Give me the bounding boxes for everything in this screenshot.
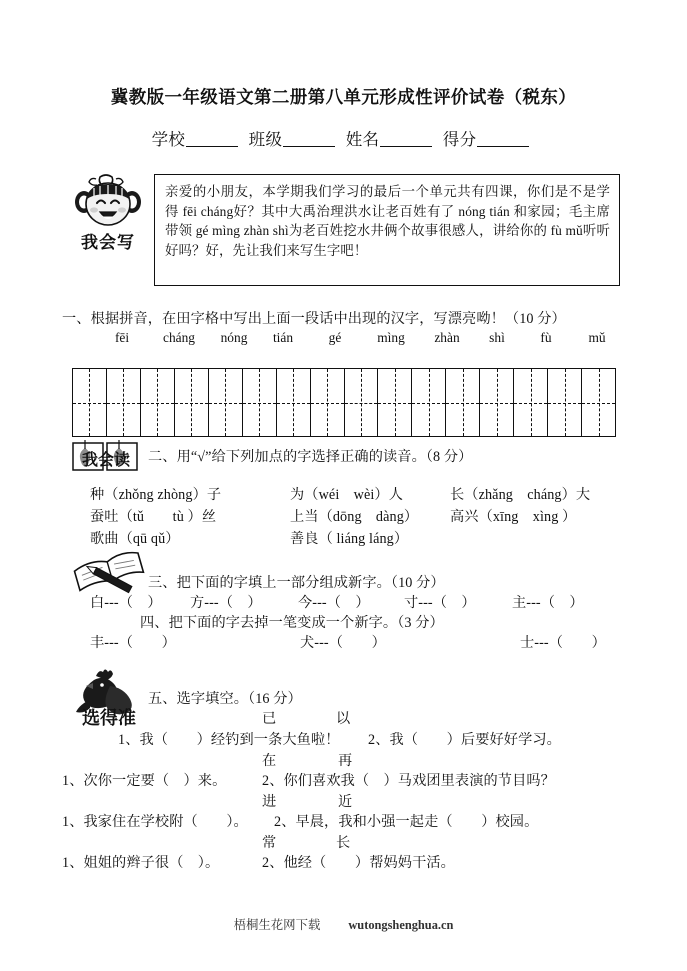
s2-r1-c1[interactable]: 种（zhǒng zhòng）子	[90, 487, 222, 503]
s5-g4-opt-0[interactable]: 常	[262, 835, 277, 851]
s5-g4-q2[interactable]: 2、他经（ ）帮妈妈干活。	[262, 855, 455, 871]
s4-item-0[interactable]: 丰---（ ）	[90, 635, 176, 651]
s5-g2-opt-1[interactable]: 再	[338, 753, 353, 769]
s5-g3-q1[interactable]: 1、我家住在学校附（ ）。	[62, 814, 248, 830]
girl-face-icon	[66, 172, 150, 258]
section4-heading: 四、把下面的字去掉一笔变成一个新字。（3 分）	[140, 615, 444, 631]
s3-item-2[interactable]: 今---（ ）	[298, 595, 370, 611]
read-aloud-icon	[72, 440, 140, 479]
tianzige-cell[interactable]	[480, 369, 514, 436]
tianzige-cell[interactable]	[446, 369, 480, 436]
page-title: 冀教版一年级语文第二册第八单元形成性评价试卷（税东）	[110, 87, 577, 107]
tianzige-cell[interactable]	[412, 369, 446, 436]
s4-item-2[interactable]: 士---（ ）	[520, 635, 606, 651]
tianzige-cell[interactable]	[243, 369, 277, 436]
s5-g3-opt-1[interactable]: 近	[338, 794, 353, 810]
footer-site-url: wutongshenghua.cn	[348, 918, 454, 932]
tianzige-cell[interactable]	[141, 369, 175, 436]
section5-group-2-questions	[62, 770, 555, 790]
section5-group-1-options	[262, 708, 350, 728]
section2-row-3	[90, 528, 450, 548]
class-blank[interactable]	[283, 132, 335, 147]
tianzige-cell[interactable]	[107, 369, 141, 436]
section1-pinyin-row	[96, 330, 626, 346]
s5-g4-q1[interactable]: 1、姐姐的辫子很（ ）。	[62, 855, 220, 871]
tianzige-cell[interactable]	[311, 369, 345, 436]
school-blank[interactable]	[186, 132, 238, 147]
name-blank[interactable]	[380, 132, 432, 147]
s3-item-4[interactable]: 主---（ ）	[512, 595, 584, 611]
intro-text-box	[154, 174, 620, 286]
tianzige-cell[interactable]	[378, 369, 412, 436]
s5-g2-q2[interactable]: 2、你们喜欢我（ ）马戏团里表演的节目吗？	[262, 773, 555, 789]
section5-group-3-questions	[62, 811, 538, 831]
class-label: 班级	[248, 130, 283, 149]
s5-g3-q2[interactable]: 2、早晨，我和小强一起走（ ）校园。	[274, 814, 539, 830]
tianzige-cell[interactable]	[582, 369, 616, 436]
section3-heading: 三、把下面的字填上一部分组成新字。（10 分）	[148, 575, 445, 591]
name-label: 姓名	[345, 130, 380, 149]
s5-g2-opt-0[interactable]: 在	[262, 753, 277, 769]
tianzige-cell[interactable]	[345, 369, 379, 436]
s2-r2-c3[interactable]: 高兴（xīng xìng ）	[450, 509, 577, 525]
section5-group-1-questions	[118, 729, 561, 749]
section5-group-3-options	[262, 791, 352, 811]
rooster-icon	[66, 666, 152, 733]
section2-heading: 二、用“√”给下列加点的字选择正确的读音。（8 分）	[148, 449, 473, 465]
s5-g4-opt-1[interactable]: 长	[336, 835, 351, 851]
pinyin-5: mìng	[377, 330, 405, 345]
tianzige-cell[interactable]	[277, 369, 311, 436]
writing-grid-bottom-border	[72, 436, 616, 437]
intro-block	[66, 172, 626, 294]
s2-r1-c2[interactable]: 为（wéi wèi）人	[290, 487, 404, 503]
s3-item-0[interactable]: 白---（ ）	[90, 595, 162, 611]
score-blank[interactable]	[477, 132, 529, 147]
pinyin-2: nóng	[220, 330, 248, 345]
pinyin-6: zhàn	[434, 330, 460, 345]
tianzige-cell[interactable]	[209, 369, 243, 436]
pinyin-9: mǔ	[588, 330, 606, 345]
section2-row-2	[90, 506, 576, 526]
school-label: 学校	[151, 130, 186, 149]
footer-watermark	[0, 915, 687, 933]
section2-row-1	[90, 484, 590, 504]
s2-r3-c2[interactable]: 善良（ liáng láng）	[290, 531, 409, 547]
svg-text:我会读: 我会读	[81, 452, 131, 469]
s5-g2-q1[interactable]: 1、次你一定要（ ）来。	[62, 773, 227, 789]
section3-items-row	[90, 592, 584, 612]
pinyin-8: fù	[540, 330, 552, 345]
tianzige-cell[interactable]	[548, 369, 582, 436]
tianzige-cell[interactable]	[73, 369, 107, 436]
s2-r1-c3[interactable]: 长（zhǎng cháng）大	[450, 487, 591, 503]
pinyin-1: cháng	[163, 330, 195, 345]
score-label: 得分	[442, 130, 477, 149]
s5-g1-q1[interactable]: 1、我（ ）经钓到一条大鱼啦！	[118, 732, 340, 748]
s5-g1-opt-1[interactable]: 以	[336, 711, 351, 727]
pinyin-0: fēi	[114, 330, 130, 345]
pinyin-3: tián	[272, 330, 294, 345]
footer-site-cn: 梧桐生花网下载	[233, 918, 321, 932]
section5-group-4-questions	[62, 852, 455, 872]
section4-items-row	[90, 632, 606, 652]
s2-r2-c1[interactable]: 蚕吐（tǔ tù ）丝	[90, 509, 217, 525]
section5-group-4-options	[262, 832, 350, 852]
student-info-line	[0, 126, 687, 150]
s5-g1-opt-0[interactable]: 已	[262, 711, 277, 727]
tianzige-cell[interactable]	[175, 369, 209, 436]
mascot-label: 我会写	[81, 233, 135, 252]
s2-r2-c2[interactable]: 上当（dōng dàng）	[290, 509, 419, 525]
tianzige-writing-grid[interactable]	[72, 368, 616, 436]
svg-text:选得准: 选得准	[82, 708, 136, 728]
s5-g1-q2[interactable]: 2、我（ ）后要好好学习。	[368, 732, 561, 748]
s3-item-1[interactable]: 方---（ ）	[190, 595, 262, 611]
pinyin-7: shì	[489, 330, 505, 345]
s4-item-1[interactable]: 犬---（ ）	[300, 635, 386, 651]
pinyin-4: gé	[328, 330, 342, 345]
section1-heading: 一、根据拼音，在田字格中写出上面一段话中出现的汉字，写漂亮呦！（10 分）	[62, 311, 566, 327]
section5-group-2-options	[262, 750, 352, 770]
s3-item-3[interactable]: 寸---（ ）	[404, 595, 476, 611]
tianzige-cell[interactable]	[514, 369, 548, 436]
intro-text: 亲爱的小朋友，本学期我们学习的最后一个单元共有四课，你们是不是学得 fēi cháng好？其中大禹治理洪水让老百姓有了 nóng tián 和家园；毛主席带领 gé mìng zhàn shì为老百姓挖水井俩个故事很感人，讲给你的 fù mǔ听听好吗？好，先让我们来写生字吧！	[165, 184, 610, 258]
section5-heading: 五、选字填空。（16 分）	[148, 691, 302, 707]
s5-g3-opt-0[interactable]: 进	[262, 794, 277, 810]
s2-r3-c1[interactable]: 歌曲（qū qǔ）	[90, 531, 180, 547]
